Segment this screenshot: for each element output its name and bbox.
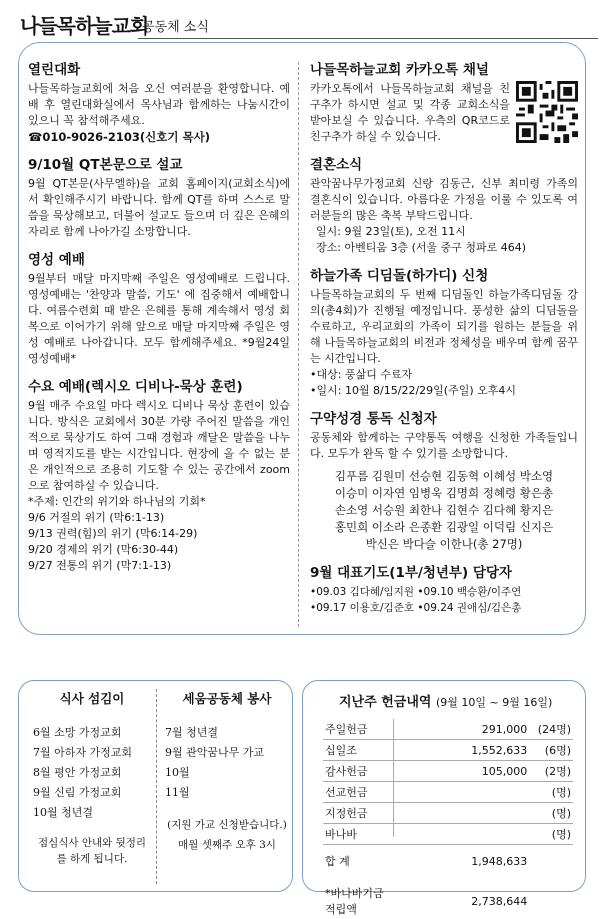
- digidol-target: •대상: 풍삶디 수료자: [310, 368, 413, 381]
- table-row: [323, 782, 573, 803]
- total-row: [323, 845, 573, 872]
- wednesday-body: 9월 매주 수요일 마다 렉시오 디비나 묵상 훈련이 있습니다. 방식은 교회에서 30분 가량 주어진 말씀을 개인적으로 묵상기도 하여 그때 경험과 깨달은 말씀을 나누며 영적지도를 받는 시간입니다. 현장에 올 수 없는 분은 개인적으로 조용히 기도할 수 있는 공간에서 zoom으로 참여하실 수 있습니다.: [28, 399, 290, 492]
- header-rule: [138, 38, 598, 39]
- welcome-title: 열린대화: [28, 62, 81, 78]
- wedding-body: 관악꿈나무가정교회 신랑 김동근, 신부 최미령 가족의 결혼식이 있습니다. 아름다운 가정을 이룰 수 있도록 여러분들의 많은 축복 부탁드립니다.: [310, 177, 578, 222]
- table-row: [323, 761, 573, 782]
- barnabas-row: [323, 871, 573, 919]
- kakao-section: [310, 62, 578, 145]
- finance-title: [339, 691, 552, 710]
- service-item: 10월: [165, 766, 190, 779]
- wedding-place: 장소: 아벤티움 3층 (서울 중구 청파로 464): [316, 241, 527, 254]
- wednesday-title: 수요 예배(렉시오 디비나-묵상 훈련): [28, 379, 243, 395]
- meal-item: 10월 청년결: [33, 806, 93, 819]
- wedding-date: 일시: 9월 23일(토), 오전 11시: [316, 225, 466, 238]
- total-amount: 1,948,633: [471, 854, 528, 868]
- names-line: 이승미 이자연 임병욱 김명희 정혜령 황은총: [334, 486, 554, 500]
- meal-item: 9월 신림 가정교회: [33, 786, 122, 799]
- service-item: 9월 관악꿈나무 가교: [165, 746, 264, 759]
- section-label: 공동체 소식: [142, 20, 209, 35]
- qt-section: [28, 157, 290, 240]
- wedding-section: [310, 157, 578, 256]
- qt-body: 9월 QT본문(사무엘하)을 교회 홈페이지(교회소식)에서 확인해주시기 바랍니다. 함께 QT를 하며 스스로 말씀을 묵상해보고, 더불어 설교도 들으며 더 깊은 은혜의 자리로 함께 나아가길 소망합니다.: [28, 177, 290, 238]
- wednesday-theme: *주제: 인간의 위기와 하나님의 기회*: [28, 495, 206, 508]
- row-label: 지정헌금: [323, 803, 396, 824]
- bible-title: 구약성경 통독 신청자: [310, 411, 437, 427]
- row-label: 감사헌금: [323, 761, 396, 782]
- kakao-body: 카카오톡에서 나들목하늘교회 채널을 친구추가 하시면 설교 및 각종 교회소식을 받아보실 수 있습니다. 우측의 QR코드로 친구추가 하실 수 있습니다.: [310, 82, 510, 143]
- barnabas-label: *바나바기금적립액: [325, 887, 384, 916]
- table-row: [323, 824, 573, 845]
- left-column: [28, 62, 290, 586]
- schedule-item: 9/13 권력(힘)의 위기 (막6:14-29): [28, 527, 198, 540]
- finance-table: [323, 719, 573, 919]
- spirit-note: *9월24일 영성예배*: [28, 336, 290, 365]
- bible-body: 공동체와 함께하는 구약통독 여행을 신청한 가족들입니다. 모두가 완독 할 수 있기를 소망합니다.: [310, 431, 578, 460]
- service-box: [18, 680, 293, 892]
- prayer-row: •09.03 김다혜/임지원 •09.10 백승환/이주연: [310, 586, 522, 598]
- spirit-section: [28, 252, 290, 367]
- row-amount: 1,552,633: [396, 740, 529, 761]
- wednesday-section: [28, 379, 290, 574]
- row-label: 주일헌금: [323, 719, 396, 740]
- service-column: [165, 689, 289, 853]
- row-amount: [396, 803, 529, 824]
- bible-section: [310, 411, 578, 553]
- digidol-title: 하늘가족 디딤돌(하가디) 신청: [310, 268, 489, 284]
- service-item: 11월: [165, 786, 190, 799]
- meal-column: [33, 689, 151, 867]
- wedding-title: 결혼소식: [310, 157, 363, 173]
- row-amount: 105,000: [396, 761, 529, 782]
- service-divider: [156, 689, 157, 884]
- service-time: 매월 셋째주 오후 3시: [178, 839, 276, 851]
- meal-item: 7월 아하자 가정교회: [33, 746, 132, 759]
- table-row: [323, 803, 573, 824]
- finance-range: (9월 10일 ~ 9월 16일): [435, 696, 553, 709]
- row-count: (명): [529, 824, 573, 845]
- row-amount: 291,000: [396, 719, 529, 740]
- names-line: 박신은 박다슬 이한나(총 27명): [365, 537, 523, 551]
- row-label: 십일조: [323, 740, 396, 761]
- row-count: (명): [529, 803, 573, 824]
- prayer-section: [310, 565, 578, 616]
- qt-title: 9/10월 QT본문으로 설교: [28, 157, 183, 173]
- row-count: (24명): [529, 719, 573, 740]
- meal-title: 식사 섬김이: [59, 691, 125, 706]
- service-note: (지원 가교 신청받습니다.): [167, 819, 287, 831]
- column-divider: [298, 62, 299, 627]
- row-label: 선교헌금: [323, 782, 396, 803]
- schedule-item: 9/20 경제의 위기 (막6:30-44): [28, 543, 179, 556]
- welcome-section: [28, 62, 290, 145]
- row-label: 바나바: [323, 824, 396, 845]
- finance-title-text: 지난주 헌금내역: [339, 695, 432, 710]
- row-amount: [396, 824, 529, 845]
- finance-box: [302, 680, 586, 916]
- barnabas-amount: 2,738,644: [471, 894, 528, 908]
- header: [20, 10, 590, 40]
- prayer-title: 9월 대표기도(1부/청년부) 담당자: [310, 565, 512, 581]
- total-label: 합 계: [325, 855, 350, 868]
- table-row: [323, 740, 573, 761]
- right-column: [310, 62, 578, 628]
- row-count: (명): [529, 782, 573, 803]
- spirit-body: [28, 271, 290, 367]
- digidol-section: [310, 268, 578, 399]
- qr-code-icon[interactable]: [516, 81, 578, 143]
- service-title: 세움공동체 봉사: [182, 691, 272, 706]
- kakao-title: 나들목하늘교회 카카오톡 채널: [310, 62, 489, 78]
- meal-item: 6월 소망 가정교회: [33, 726, 122, 739]
- church-logo: 나들목하늘교회: [20, 14, 149, 38]
- table-row: [323, 719, 573, 740]
- welcome-phone: ☎010-9026-2103(신호기 목사): [28, 130, 210, 144]
- schedule-item: 9/6 거절의 위기 (막6:1-13): [28, 511, 165, 524]
- names-line: 김푸름 김원미 선승현 김동혁 이혜성 박소영: [334, 469, 554, 483]
- row-count: (6명): [529, 740, 573, 761]
- bible-names: [310, 468, 578, 553]
- spirit-text: 9월부터 매달 마지막째 주일은 영성예배로 드립니다. 영성예배는 '찬양과 말씀, 기도' 에 집중해서 예배합니다. 여름수련회 때 받은 은혜를 통해 계속해서 영성 회복으로 이어가기 위해 앞으로 매달 마지막째 주일은 영성 예배로 나아갑니다. 모두 함께해주세요.: [28, 272, 290, 349]
- row-count: (2명): [529, 761, 573, 782]
- meal-note: 점심식사 안내와 뒷정리를 하게 됩니다.: [37, 837, 147, 865]
- digidol-body: 나들목하늘교회의 두 번째 디딤돌인 하늘가족디딤돌 강의(총4회)가 진행될 예정입니다. 풍성한 삶의 디딤돌을 수료하고, 우리교회의 가족이 되기를 원하는 분들을 위해 나들목하늘교회의 비전과 정체성을 배우며 함께 꿈꾸는 시간입니다.: [310, 288, 578, 365]
- schedule-item: 9/27 전통의 위기 (막7:1-13): [28, 559, 172, 572]
- names-line: 홍민희 이소라 은종환 김광일 이덕림 신지은: [334, 520, 554, 534]
- digidol-date: •일시: 10월 8/15/22/29일(주일) 오후4시: [310, 384, 517, 397]
- names-line: 손소영 서승원 최한나 김현수 김다혜 황지은: [334, 503, 554, 517]
- spirit-title: 영성 예배: [28, 252, 85, 268]
- meal-item: 8월 평안 가정교회: [33, 766, 122, 779]
- welcome-body: 나들목하늘교회에 처음 오신 여러분을 환영합니다. 예배 후 열린대화실에서 목사님과 함께하는 나눔시간이 있으니 꼭 참석해주세요.: [28, 82, 290, 127]
- prayer-row: •09.17 이용호/김준호 •09.24 권애심/김은총: [310, 602, 522, 614]
- service-item: 7월 청년결: [165, 726, 218, 739]
- row-amount: [396, 782, 529, 803]
